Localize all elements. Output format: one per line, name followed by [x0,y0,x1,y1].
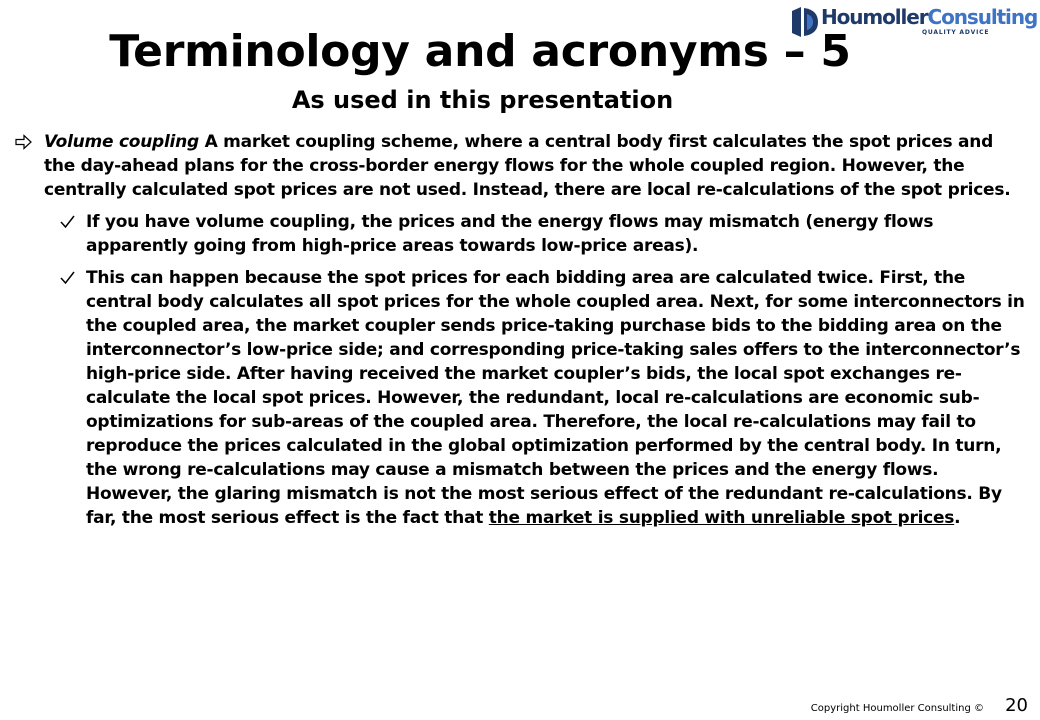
sub-point-text: This can happen because the spot prices for each bidding area are calculated twice. First, the central body calculates all spot prices for the whole coupled area. Next, for some interconnectors in the coupled area, the market coupler sends price-taking purchase bids to the bidding area on the interconnector’s low-price side; and corresponding price-taking sales offers to the interconnector’s high-price side. After having received the market coupler’s bids, the local spot exchanges re-calculate the local spot prices. However, the redundant, local re-calculations are economic sub-optimizations for sub-areas of the coupled area. Therefore, the local re-calculations may fail to reproduce the prices calculated in the global optimization performed by the central body. In turn, the wrong re-calculations may cause a mismatch between the prices and the energy flows. However, the glaring mismatch is not the most serious effect of the redundant re-calculations. By far, the most serious effect is the fact that [86,268,1025,528]
definition-bullet [14,130,1028,202]
page-number: 20 [1005,695,1028,716]
checkmark-icon [58,266,78,290]
logo-wordmark: HoumollerConsulting [821,5,1038,29]
definition-text: A market coupling scheme, where a central body first calculates the spot prices and the day-ahead plans for the cross-border energy flows for the whole coupled region. However, the centrally calculated spot prices are not used. Instead, there are local re-calculations of the spot prices. [44,132,1011,200]
checkmark-icon [58,210,78,234]
copyright-notice: Copyright Houmoller Consulting © [810,703,984,714]
logo-tagline: QUALITY ADVICE [922,29,990,36]
sub-point [14,210,1028,258]
slide-title: Terminology and acronyms – 5 [109,26,851,77]
definition-term: Volume coupling [44,132,199,152]
sub-point-text-end: . [954,508,961,528]
sub-point-text: If you have volume coupling, the prices and the energy flows may mismatch (energy flows apparently going from high-price areas towards low-price areas). [86,212,934,256]
sub-point [14,266,1028,530]
underlined-conclusion: the market is supplied with unreliable spot prices [488,508,955,528]
arrow-bullet-icon [14,130,36,154]
slide-subtitle: As used in this presentation [291,86,674,114]
slide-body [14,130,1028,530]
